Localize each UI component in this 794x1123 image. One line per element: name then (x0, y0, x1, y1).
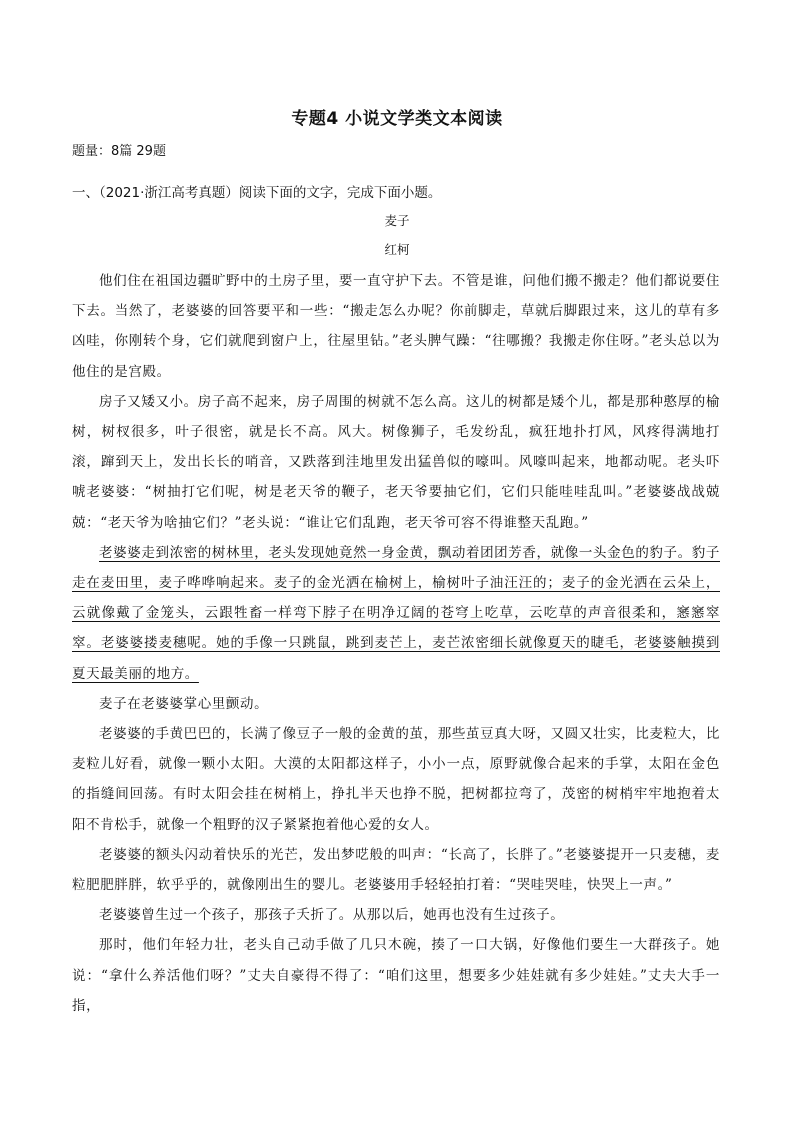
paragraph: 他们住在祖国边疆旷野中的土房子里，要一直守护下去。不管是谁，问他们搬不搬走？他们都说要住下去。当然了，老婆婆的回答要平和一些：“搬走怎么办呢？你前脚走，草就后脚跟过来，这儿的草有多凶哇，你刚转个身，它们就爬到窗户上，往屋里钻。”老头脾气躁：“往哪搬？我搬走你住呀。”老头总以为他住的是宫殿。 (72, 273, 720, 380)
story-body (72, 266, 720, 1021)
question-prompt: 一、（2021·浙江高考真题）阅读下面的文字，完成下面小题。 (72, 185, 442, 201)
paragraph: 老婆婆的额头闪动着快乐的光芒，发出梦呓般的叫声：“长高了，长胖了。”老婆婆提开一只麦穗，麦粒肥肥胖胖，软乎乎的，就像刚出生的婴儿。老婆婆用手轻轻拍打着：“哭哇哭哇，快哭上一声。” (72, 846, 720, 894)
story-title: 麦子 (384, 213, 410, 228)
paragraph: 麦子在老婆婆掌心里颤动。 (99, 695, 269, 712)
story-author: 红柯 (384, 242, 410, 257)
paragraph: 老婆婆曾生过一个孩子，那孩子夭折了。从那以后，她再也没有生过孩子。 (99, 907, 565, 924)
page-title: 专题4 小说文学类文本阅读 (291, 109, 503, 129)
paragraph: 老婆婆的手黄巴巴的，长满了像豆子一般的金黄的茧，那些茧豆真大呀，又圆又壮实，比麦粒大，比麦粒儿好看，就像一颗小太阳。大漠的太阳都这样子，小小一点，原野就像合起来的手掌，太阳在金色的指缝间回荡。有时太阳会挂在树梢上，挣扎半天也挣不脱，把树都拉弯了，茂密的树梢牢牢地抱着太阳不肯松手，就像一个粗野的汉子紧紧抱着他心爱的女人。 (72, 726, 720, 833)
paragraph: 房子又矮又小。房子高不起来，房子周围的树就不怎么高。这儿的树都是矮个儿，都是那种憨厚的榆树，树杈很多，叶子很密，就是长不高。风大。树像狮子，毛发纷乱，疯狂地扑打风，风疼得满地打滚，蹿到天上，发出长长的哨音，又跌落到洼地里发出猛兽似的嚎叫。风嚎叫起来，地都动呢。老头吓唬老婆婆：“树抽打它们呢，树是老天爷的鞭子，老天爷要抽它们，它们只能哇哇乱叫。”老婆婆战战兢兢：“老天爷为啥抽它们？”老头说：“谁让它们乱跑，老天爷可容不得谁整天乱跑。” (72, 393, 720, 531)
question-count: 题量：8篇 29题 (72, 144, 166, 159)
paragraph: 那时，他们年轻力壮，老头自己动手做了几只木碗，揍了一口大锅，好像他们要生一大群孩子。她说：“拿什么养活他们呀？”丈夫自豪得不得了：“咱们这里，想要多少娃娃就有多少娃娃。”丈夫大手一指， (72, 937, 720, 1014)
underlined-paragraph: 老婆婆走到浓密的树林里，老头发现她竟然一身金黄，飘动着团团芳香，就像一头金色的豹子。豹子走在麦田里，麦子哗哗响起来。麦子的金光洒在榆树上，榆树叶子油汪汪的；麦子的金光洒在云朵上，云就像戴了金笼头，云跟牲畜一样弯下脖子在明净辽阔的苍穹上吃草，云吃草的声音很柔和，窸窸窣窣。老婆婆搂麦穗呢。她的手像一只跳鼠，跳到麦芒上，麦芒浓密细长就像夏天的睫毛，老婆婆触摸到夏天最美丽的地方。 (72, 544, 720, 682)
